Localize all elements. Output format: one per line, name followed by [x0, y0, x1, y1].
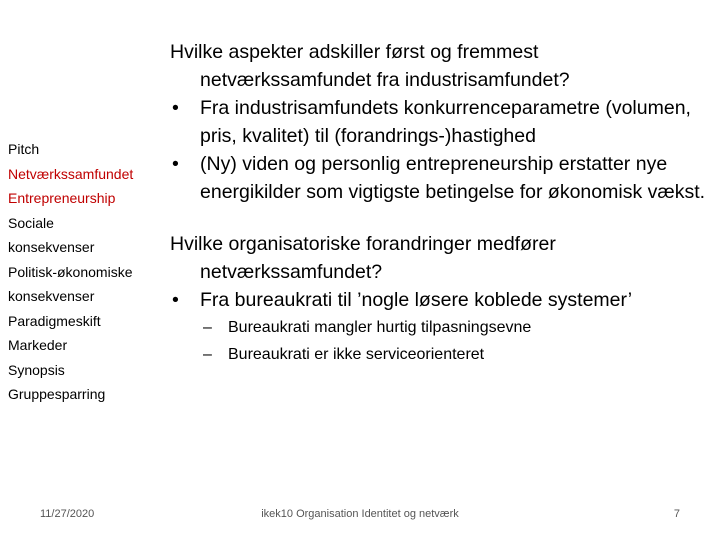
bullet-1	[170, 94, 710, 150]
page-number: 7	[673, 508, 680, 520]
bullet-2	[170, 150, 710, 206]
sidebar-item-politisk-okonomiske: Politisk-økonomiske	[8, 263, 133, 280]
bullet-marker: •	[172, 153, 179, 175]
subbullet-text: Bureaukrati er ikke serviceorienteret	[228, 346, 485, 363]
bullet-marker: •	[172, 289, 179, 311]
sidebar-item-gruppesparring: Gruppesparring	[8, 386, 106, 402]
bullet-text: Fra industrisamfundets konkurrenceparametre (volumen, pris, kvalitet) til (forandrings-)hastighed	[200, 97, 691, 147]
slide-content	[170, 38, 710, 368]
sidebar-item-pitch: Pitch	[8, 141, 40, 157]
sidebar-item-entrepreneurship: Entrepreneurship	[8, 190, 116, 206]
dash-marker: –	[203, 346, 212, 363]
bullet-marker: •	[172, 97, 179, 119]
footer-date: 11/27/2020	[40, 508, 95, 520]
sidebar-item-paradigmeskift: Paradigmeskift	[8, 312, 101, 329]
sidebar-item-markeder: Markeder	[8, 337, 68, 353]
sidebar-item-konsekvenser: konsekvenser	[8, 239, 95, 255]
sidebar-item-sociale: Sociale	[8, 214, 54, 231]
sidebar-item-konsekvenser-2: konsekvenser	[8, 288, 95, 304]
bullet-3	[170, 286, 710, 314]
sidebar-item-synopsis: Synopsis	[8, 361, 65, 378]
bullet-text: Fra bureaukrati til ’nogle løsere koblede systemer’	[200, 289, 633, 311]
question-1: Hvilke aspekter adskiller først og fremmest netværkssamfundet fra industrisamfundet?	[170, 41, 570, 91]
sidebar-item-netvaerkssamfundet: Netværkssamfundet	[8, 165, 134, 182]
subbullet-text: Bureaukrati mangler hurtig tilpasningsevne	[228, 319, 532, 336]
dash-marker: –	[203, 319, 212, 336]
bullet-text: (Ny) viden og personlig entrepreneurship erstatter nye energikilder som vigtigste betingelse for økonomisk vækst.	[200, 153, 706, 203]
subbullet-1	[170, 314, 710, 341]
sidebar-nav	[8, 137, 168, 407]
subbullet-2	[170, 341, 710, 368]
question-2: Hvilke organisatoriske forandringer medfører netværkssamfundet?	[170, 233, 556, 283]
footer-title: ikek10 Organisation Identitet og netværk	[261, 508, 459, 520]
